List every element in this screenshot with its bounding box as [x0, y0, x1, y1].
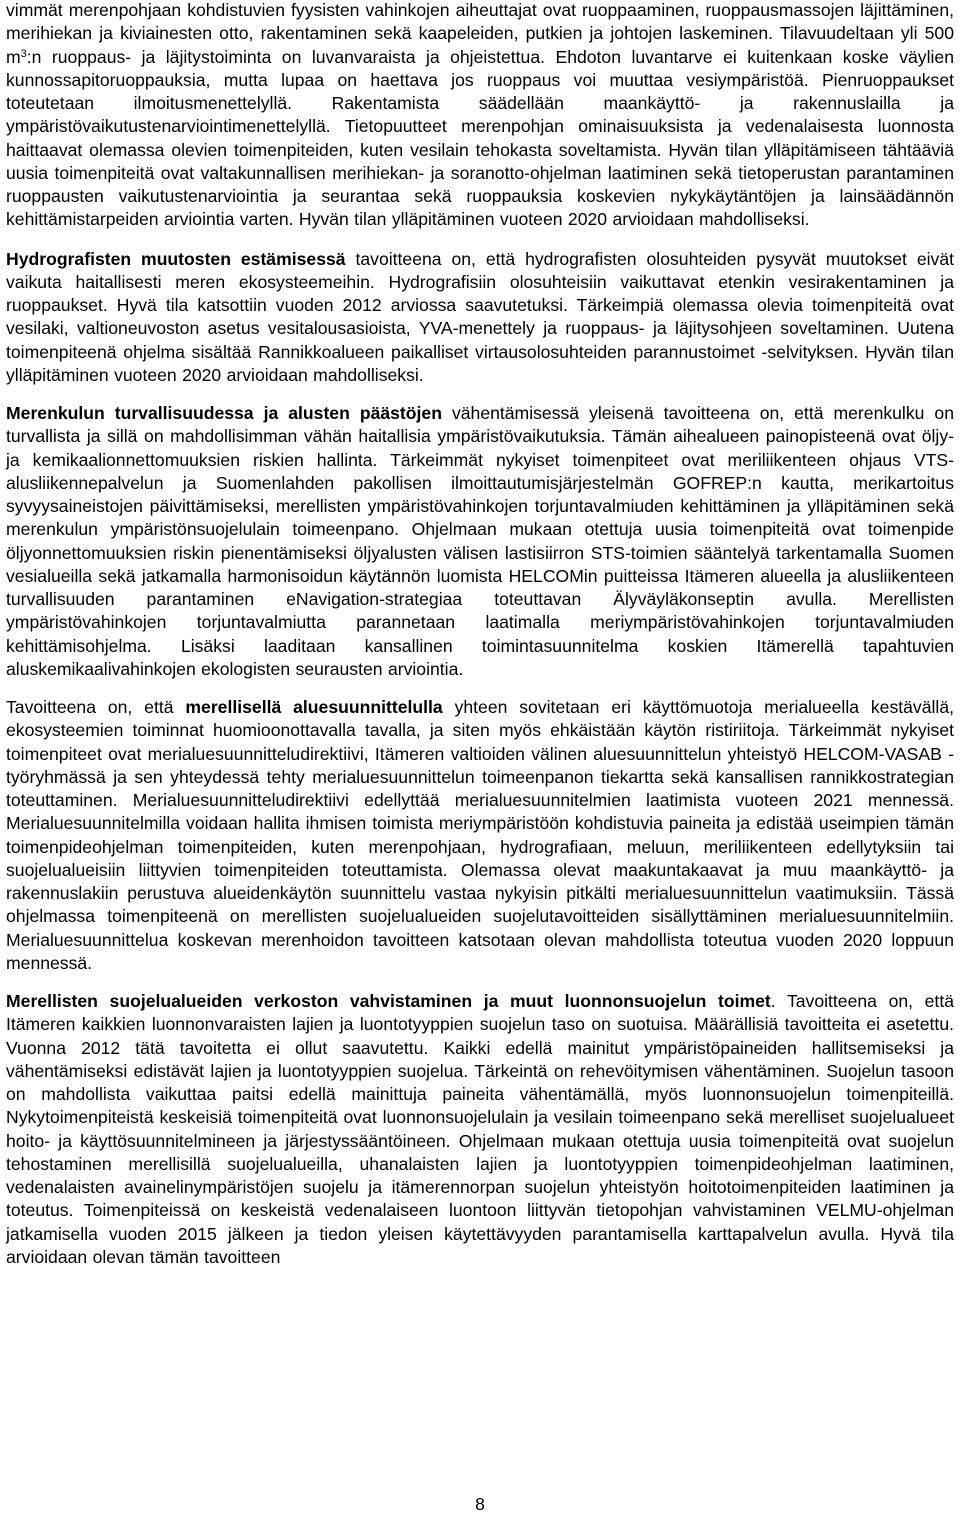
- paragraph-lead-bold: Merellisten suojelualueiden verkoston vahvistaminen ja muut luonnonsuojelun toimet: [6, 991, 771, 1011]
- superscript-cubic: 3: [20, 47, 27, 60]
- paragraph-protected-areas: [6, 990, 954, 1269]
- paragraph-text: tavoitteena on, että hydrografisten olosuhteiden pysyvät muutokset eivät vaikuta haitallisesti meren ekosysteemeihin. Hydrografisiin olosuhteisiin vaikuttavat etenkin vesirakentaminen ja ruoppaukset. Hyvä tila katsottiin vuoden 2012 arviossa saavutetuksi. Tärkeimpiä olemassa olevia toimenpiteitä ovat vesilaki, valtioneuvoston asetus vesitalousasioista, YVA-menettely ja ruoppaus- ja läjitysohjeen soveltaminen. Uutena toimenpiteenä ohjelma sisältää Rannikkoalueen paikalliset virtausolosuhteiden parannustoimet -selvityksen. Hyvän tilan ylläpitäminen vuoteen 2020 arvioidaan mahdolliseksi.: [6, 248, 955, 385]
- page-number: 8: [475, 1494, 485, 1514]
- paragraph-maritime-safety: [6, 402, 954, 681]
- paragraph-lead-bold: merellisellä aluesuunnittelulla: [185, 697, 443, 717]
- document-page: [6, 0, 954, 1284]
- paragraph-seabed-damage: [6, 0, 954, 232]
- paragraph-intro: Tavoitteena on, että: [6, 697, 186, 717]
- paragraph-text: :n ruoppaus- ja läjitystoiminta on luvanvaraista ja ohjeistettua. Ehdoton luvantarve ei kuitenkaan koske väylien kunnossapitoruoppauksia, mutta lupaa on haettava jos ruoppaus voi muuttaa vesiympäristöä. Pienruoppaukset toteutetaan ilmoitusmenettelyllä. Rakentamista säädellään maankäyttö- ja rakennuslailla ja ympäristövaikutustenarviointimenettelyllä. Tietopuutteet merenpohjan ominaisuuksista ja vedenalaisesta luonnosta haittaavat olemassa olevien toimenpiteiden, kuten vesilain tehokasta soveltamista. Hyvän tilan ylläpitämiseen tähtääviä uusia toimenpiteitä ovat valtakunnallisen merihiekan- ja soranotto-ohjelman laatiminen sekä tietoperustan parantaminen ruoppausten vaikutustenarviointia ja seurantaa sekä ruoppauksia koskevien nykykäytäntöjen ja lainsäädännön kehittämistarpeiden arviointia varten. Hyvän tilan ylläpitäminen vuoteen 2020 arvioidaan mahdolliseksi.: [6, 46, 954, 230]
- paragraph-text: . Tavoitteena on, että Itämeren kaikkien luonnonvaraisten lajien ja luontotyyppien suojelun taso on suotuisa. Määrällisiä tavoitteita ei asetettu. Vuonna 2012 tätä tavoitetta ei ollut saavutettu. Kaikki edellä mainitut ympäristöpaineiden hallitsemiseksi ja vähentämiseksi edistävät lajien ja luontotyyppien suojelua. Tärkeintä on rehevöitymisen vähentäminen. Suojelun tasoon on mahdollista vaikuttaa paitsi edellä mainittuja paineita vähentämällä, myös luonnonsuojelun toimenpiteillä. Nykytoimenpiteistä keskeisiä toimenpiteitä ovat luonnonsuojelulain ja vesilain toimeenpano sekä merelliset suojelualueet hoito- ja käyttösuunnitelmineen ja järjestyssääntöineen. Ohjelmaan mukaan otettuja uusia toimenpiteitä ovat suojelun tehostaminen merellisillä suojelualueilla, uhanalaisten lajien ja luontotyyppien toimenpideohjelman laatiminen, vedenalaisten avainelinympäristöjen suojelu ja itämerennorpan suojelun yhteistyön hoitotoimenpiteiden laatiminen ja toteutus. Toimenpiteissä on keskeistä vedenalaiseen luontoon liittyvän tietopohjan vahvistaminen VELMU-ohjelman jatkamisella vuoden 2015 jälkeen ja tiedon yleisen käytettävyyden parantamisella karttapalvelun avulla. Hyvä tila arvioidaan olevan tämän tavoitteen: [6, 991, 954, 1267]
- paragraph-maritime-spatial-planning: [6, 696, 954, 975]
- paragraph-text: vimmät merenpohjaan kohdistuvien fyysisten vahinkojen aiheuttajat ovat ruoppaaminen, ruoppausmassojen läjittäminen, merihiekan ja kiviainesten otto, rakentaminen sekä kaapeleiden, putkien ja johtojen laskeminen. Tilavuudeltaan yli 500 m: [6, 0, 954, 67]
- paragraph-text: yhteen sovitetaan eri käyttömuotoja merialueella kestävällä, ekosysteemien toiminnat huomioonottavalla tavalla, ja siten myös ehkäistään käytön ristiriitoja. Tärkeimmät nykyiset toimenpiteet ovat merialuesuunnitteludirektiivi, Itämeren valtioiden välinen aluesuunnittelun yhteistyö HELCOM-VASAB -työryhmässä ja sen yhteydessä tehty merialuesuunnittelun toimeenpanon tiekartta sekä kansallisen rannikkostrategian toteuttaminen. Merialuesuunnitteludirektiivi edellyttää merialuesuunnitelmien laatimista vuoteen 2021 mennessä. Merialuesuunnitelmilla voidaan hallita ihmisen toimista meriympäristöön kohdistuvia paineita ja edistää useimpien tämän toimenpideohjelman toimenpiteiden, kuten merenpohjaan, hydrografiaan, meluun, meriliikenteen edellytyksiin tai suojelualueisiin liittyvien toimenpiteiden toteuttamista. Olemassa olevat maakuntakaavat ja muu maankäyttö- ja rakennuslakiin perustuva alueidenkäytön suunnittelu vastaa nykyisin pitkälti merialuesuunnittelun vaatimuksiin. Tässä ohjelmassa toimenpiteenä on merellisten suojelualueiden suojelutavoitteiden sisällyttäminen merialuesuunnitelmiin. Merialuesuunnittelua koskevan merenhoidon tavoitteen katsotaan olevan mahdollista toteutua vuoden 2020 loppuun mennessä.: [6, 697, 955, 973]
- paragraph-lead-bold: Hydrografisten muutosten estämisessä: [6, 248, 346, 269]
- paragraph-lead-bold: Merenkulun turvallisuudessa ja alusten päästöjen: [6, 403, 442, 423]
- paragraph-hydrographic-changes: [6, 248, 954, 388]
- paragraph-text: vähentämisessä yleisenä tavoitteena on, että merenkulku on turvallista ja sillä on mahdollisimman vähän haitallisia ympäristövaikutuksia. Tämän aihealueen painopisteenä ovat öljy- ja kemikaalionnettomuuksien riskien hallinta. Tärkeimmät nykyiset toimenpiteet ovat meriliikenteen ohjaus VTS-alusliikennepalvelun ja Suomenlahden pakollisen ilmoittautumisjärjestelmän GOFREP:n kautta, merikartoitus syvyysaineistojen päivittämiseksi, merellisten ympäristövahinkojen torjuntavalmiuden kehittäminen ja ylläpitäminen sekä merenkulun ympäristönsuojelulain toimeenpano. Ohjelmaan mukaan otettuja uusia toimenpiteitä ovat toimenpide öljyonnettomuuksien riskin pienentämiseksi öljyalusten välisen lastisiirron STS-toimien sääntelyä tarkentamalla Suomen vesialueilla sekä jatkamalla harmonisoidun käytännön luomista HELCOMin puitteissa Itämeren alueella ja alusliikenteen turvallisuuden parantaminen eNavigation-strategiaa toteuttavan Älyväyläkonseptin avulla. Merellisten ympäristövahinkojen torjuntavalmiutta parannetaan laatimalla meriympäristövahinkojen torjuntavalmiuden kehittämisohjelma. Lisäksi laaditaan kansallinen toimintasuunnitelma koskien Itämerellä tapahtuvien aluskemikaalivahinkojen ekologisten seurausten arviointia.: [6, 403, 954, 679]
